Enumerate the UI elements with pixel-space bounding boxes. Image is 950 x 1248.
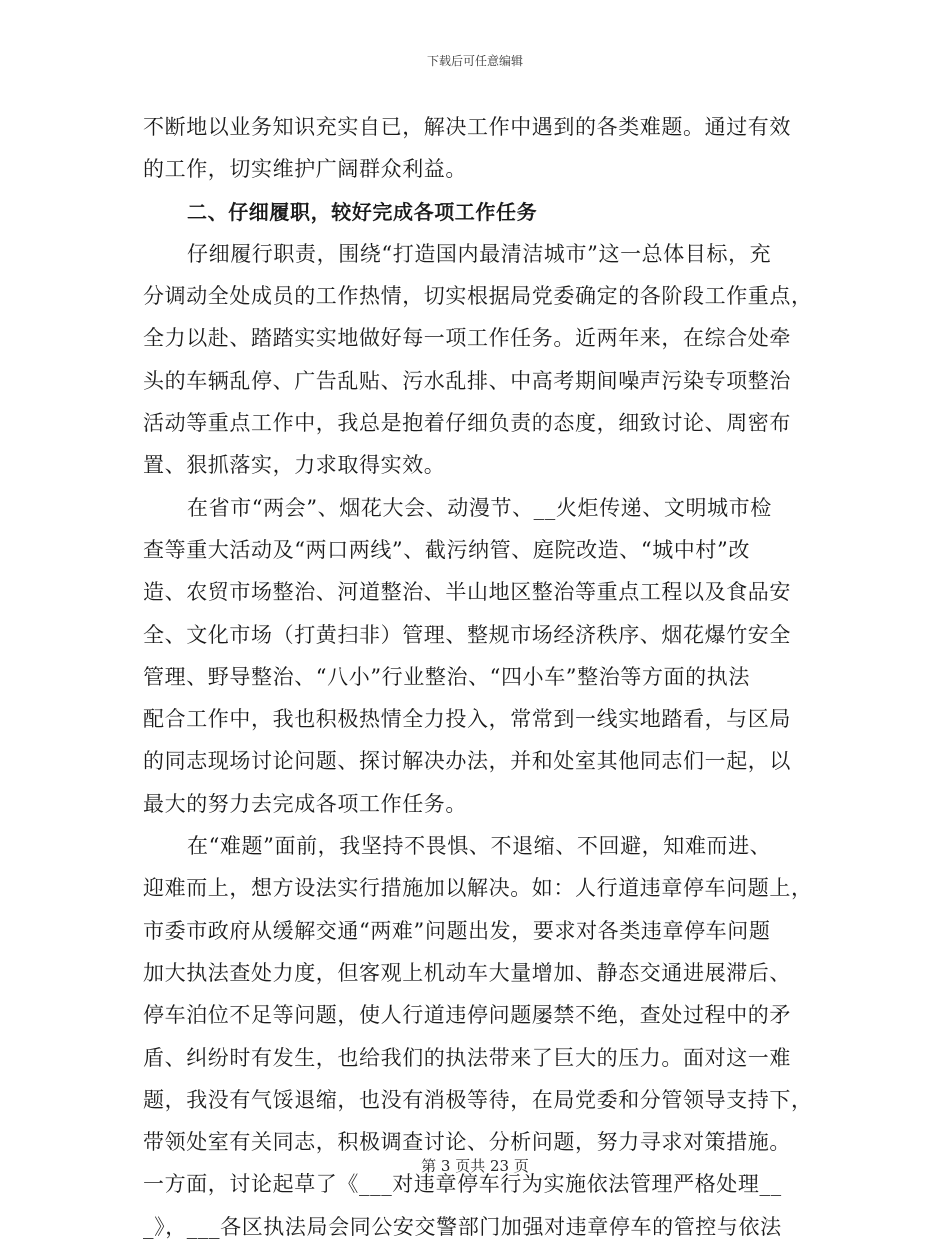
paragraph-line: 仔细履行职责，围绕“打造国内最清洁城市”这一总体目标，充: [187, 241, 772, 266]
paragraph-line: 全、文化市场（打黄扫非）管理、整规市场经济秩序、烟花爆竹安全: [143, 622, 791, 647]
paragraph-line: 头的车辆乱停、广告乱贴、污水乱排、中高考期间噪声污染专项整治: [143, 368, 791, 393]
paragraph-line: 带领处室有关同志，积极调查讨论、分析问题，努力寻求对策措施。: [143, 1130, 791, 1155]
paragraph-line: 置、狠抓落实，力求取得实效。: [143, 453, 446, 478]
paragraph-line: 加大执法查处力度，但客观上机动车大量增加、静态交通进展滞后、: [143, 960, 791, 985]
paragraph-line: 造、农贸市场整治、河道整治、半山地区整治等重点工程以及食品安: [143, 580, 791, 605]
paragraph-line: 在“难题”面前，我坚持不畏惧、不退缩、不回避，知难而进、: [187, 834, 772, 859]
page-header: 下载后可任意编辑: [426, 54, 523, 68]
paragraph-line: 题，我没有气馁退缩，也没有消极等待，在局党委和分管领导支持下，: [143, 1087, 813, 1112]
paragraph-line: 配合工作中，我也积极热情全力投入，常常到一线实地踏看，与区局: [143, 707, 791, 732]
paragraph-line: 全力以赴、踏踏实实地做好每一项工作任务。近两年来，在综合处牵: [143, 326, 791, 351]
paragraph-line: 分调动全处成员的工作热情，切实根据局党委确定的各阶段工作重点，: [143, 284, 813, 309]
paragraph-line: 停车泊位不足等问题，使人行道违停问题屡禁不绝，查处过程中的矛: [143, 1003, 791, 1028]
paragraph-line: 不断地以业务知识充实自已，解决工作中遇到的各类难题。通过有效: [143, 115, 791, 139]
paragraph-line: 一方面，讨论起草了《___对违章停车行为实施依法管理严格处理__: [143, 1172, 782, 1197]
paragraph-line: 活动等重点工作中，我总是抱着仔细负责的态度，细致讨论、周密布: [143, 411, 791, 436]
paragraph-line: 管理、野导整治、“八小”行业整治、“四小车”整治等方面的执法: [143, 664, 750, 689]
page-number: 第 3 页共 23 页: [421, 1157, 529, 1175]
paragraph-line: 的同志现场讨论问题、探讨解决办法，并和处室其他同志们一起，以: [143, 749, 791, 774]
document-body: [143, 106, 813, 1248]
paragraph-line: 查等重大活动及“两口两线”、截污纳管、庭院改造、“城中村”改: [143, 537, 750, 562]
paragraph-line: 的工作，切实维护广阔群众利益。: [143, 157, 467, 182]
paragraph-line: _》，___各区执法局会同公安交警部门加强对违章停车的管控与依法: [143, 1214, 782, 1239]
paragraph-line: 在省市“两会”、烟花大会、动漫节、__火炬传递、文明城市检: [187, 495, 772, 520]
paragraph-line: 盾、纠纷时有发生，也给我们的执法带来了巨大的压力。面对这一难: [143, 1045, 791, 1070]
paragraph-line: 迎难而上，想方设法实行措施加以解决。如：人行道违章停车问题上，: [143, 876, 813, 901]
paragraph-line: 最大的努力去完成各项工作任务。: [143, 791, 467, 816]
paragraph-line: 市委市政府从缓解交通“两难”问题出发，要求对各类违章停车问题: [143, 918, 771, 943]
section-heading: 二、仔细履职，较好完成各项工作任务: [187, 199, 538, 224]
